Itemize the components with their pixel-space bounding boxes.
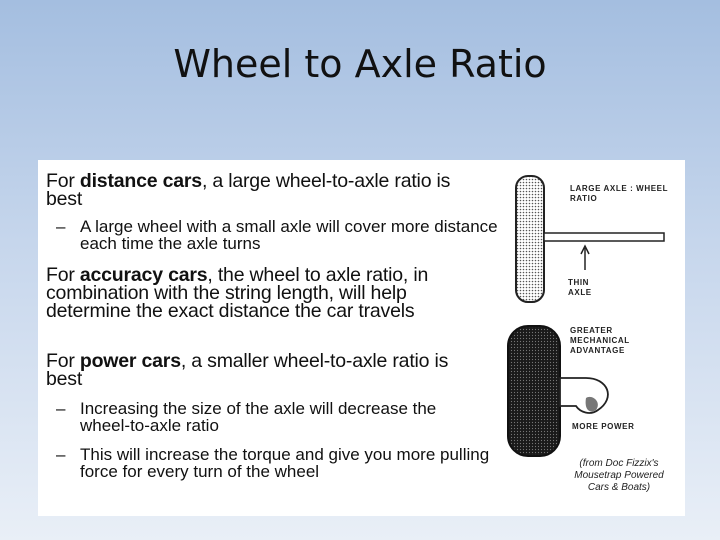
power-point: For power cars, a smaller wheel-to-axle ratio is best [46, 350, 449, 390]
label-mechanical-advantage: GREATER MECHANICAL ADVANTAGE [570, 326, 630, 355]
power-emphasis: power cars [79, 350, 181, 372]
dash-bullet: – [56, 445, 66, 464]
distance-emphasis: distance cars [79, 170, 202, 192]
label-large-ratio: LARGE AXLE : WHEEL RATIO [570, 184, 668, 203]
power-subpoint-2: – This will increase the torque and give you more pulling force for every turn of the wheel [56, 445, 490, 481]
accuracy-point: For accuracy cars, the wheel to axle ratio, in combination with the string length, will help determine the exact distance the car travels [46, 264, 429, 322]
power-subpoint-1: – Increasing the size of the axle will decrease the wheel-to-axle ratio [56, 399, 437, 435]
distance-point: For distance cars, a large wheel-to-axle ratio is best [46, 170, 451, 210]
dash-bullet: – [56, 399, 66, 418]
wheel-axle-illustration [498, 166, 683, 506]
label-more-power: MORE POWER [572, 422, 635, 431]
slide-title: Wheel to Axle Ratio [173, 42, 547, 86]
accuracy-emphasis: accuracy cars [79, 264, 208, 286]
figure-caption: (from Doc Fizzix's Mousetrap Powered Cars & Boats) [574, 458, 664, 493]
content-panel [38, 160, 685, 516]
label-thin-axle: THIN AXLE [568, 278, 592, 297]
dash-bullet: – [56, 217, 66, 236]
distance-subpoint: – A large wheel with a small axle will cover more distance each time the axle turns [56, 217, 498, 253]
